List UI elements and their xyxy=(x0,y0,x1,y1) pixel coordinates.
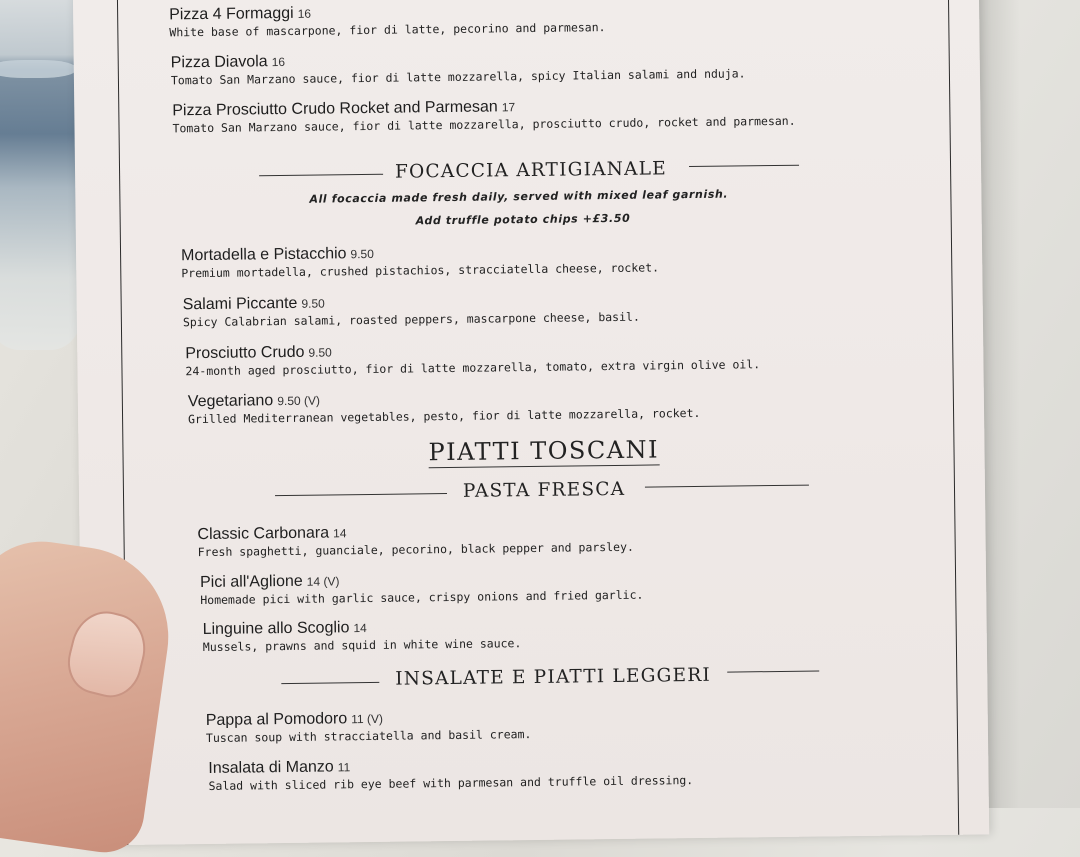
menu-card xyxy=(73,0,989,846)
item-description: Homemade pici with garlic sauce, crispy onions and fried garlic. xyxy=(200,587,644,608)
item-name: Mortadella e Pistacchio xyxy=(180,245,347,265)
item-name: Insalata di Manzo xyxy=(208,758,334,777)
item-price: 16 xyxy=(297,6,312,21)
item-description: Tuscan soup with stracciatella and basil cream. xyxy=(205,727,532,745)
section-title-pasta: PASTA FRESCA xyxy=(462,478,626,502)
menu-item xyxy=(206,708,532,745)
item-price: 9.50 xyxy=(308,345,332,360)
menu-item xyxy=(169,1,606,39)
item-name: Salami Piccante xyxy=(182,294,298,314)
focaccia-note: All focaccia made fresh daily, served with mixed leaf garnish. xyxy=(309,187,729,206)
item-price: 11 xyxy=(337,760,351,775)
section-title-focaccia: FOCACCIA ARTIGIANALE xyxy=(394,158,667,183)
item-name: Pizza Diavola xyxy=(170,53,268,72)
item-price: 11 (V) xyxy=(351,711,384,727)
menu-item xyxy=(208,754,693,793)
item-name: Pizza Prosciutto Crudo Rocket and Parmesan xyxy=(172,98,498,120)
item-description: Premium mortadella, crushed pistachios, stracciatella cheese, rocket. xyxy=(181,260,660,281)
item-description: 24-month aged prosciutto, fior di latte mozzarella, tomato, extra virgin olive oil. xyxy=(185,357,761,379)
menu-item xyxy=(188,387,701,426)
item-price: 14 xyxy=(353,621,367,636)
menu-item xyxy=(171,47,746,87)
glass-rim xyxy=(0,60,75,78)
item-price: 16 xyxy=(271,54,286,70)
item-price: 9.50 xyxy=(350,246,374,262)
item-price: 14 xyxy=(333,526,347,541)
water-glass xyxy=(0,0,80,350)
menu-item xyxy=(200,569,643,607)
item-description: Salad with sliced rib eye beef with parmesan and truffle oil dressing. xyxy=(208,773,694,793)
item-name: Prosciutto Crudo xyxy=(185,343,305,363)
focaccia-addon-note: Add truffle potato chips +£3.50 xyxy=(415,211,631,228)
menu-item xyxy=(185,338,760,378)
item-price: 9.50 xyxy=(301,296,325,311)
item-description: Fresh spaghetti, guanciale, pecorino, black pepper and parsley. xyxy=(197,539,634,560)
item-name: Classic Carbonara xyxy=(197,524,330,544)
item-description: White base of mascarpone, fior di latte, pecorino and parmesan. xyxy=(169,20,606,40)
item-name: Pici all'Aglione xyxy=(199,572,303,592)
item-description: Spicy Calabrian salami, roasted peppers, mascarpone cheese, basil. xyxy=(182,309,640,330)
menu-item xyxy=(183,291,640,330)
item-price: 9.50 (V) xyxy=(277,393,321,409)
menu-item xyxy=(197,521,634,559)
item-name: Pizza 4 Formaggi xyxy=(169,4,294,24)
item-price: 14 (V) xyxy=(306,574,340,589)
section-title-insalate: INSALATE E PIATTI LEGGERI xyxy=(395,664,712,690)
item-description: Grilled Mediterranean vegetables, pesto, fior di latte mozzarella, rocket. xyxy=(188,405,701,427)
item-name: Pappa al Pomodoro xyxy=(205,710,348,729)
item-name: Vegetariano xyxy=(187,392,274,411)
menu-item xyxy=(181,241,659,280)
item-description: Mussels, prawns and squid in white wine sauce. xyxy=(202,636,522,655)
menu-item xyxy=(203,617,522,654)
category-title-piatti-toscani: PIATTI TOSCANI xyxy=(428,435,660,467)
item-name: Linguine allo Scoglio xyxy=(202,619,350,639)
item-description: Tomato San Marzano sauce, fior di latte mozzarella, spicy Italian salami and nduja. xyxy=(170,66,746,88)
item-price: 17 xyxy=(501,100,516,115)
item-description: Tomato San Marzano sauce, fior di latte mozzarella, prosciutto crudo, rocket and parmesan. xyxy=(172,113,796,136)
